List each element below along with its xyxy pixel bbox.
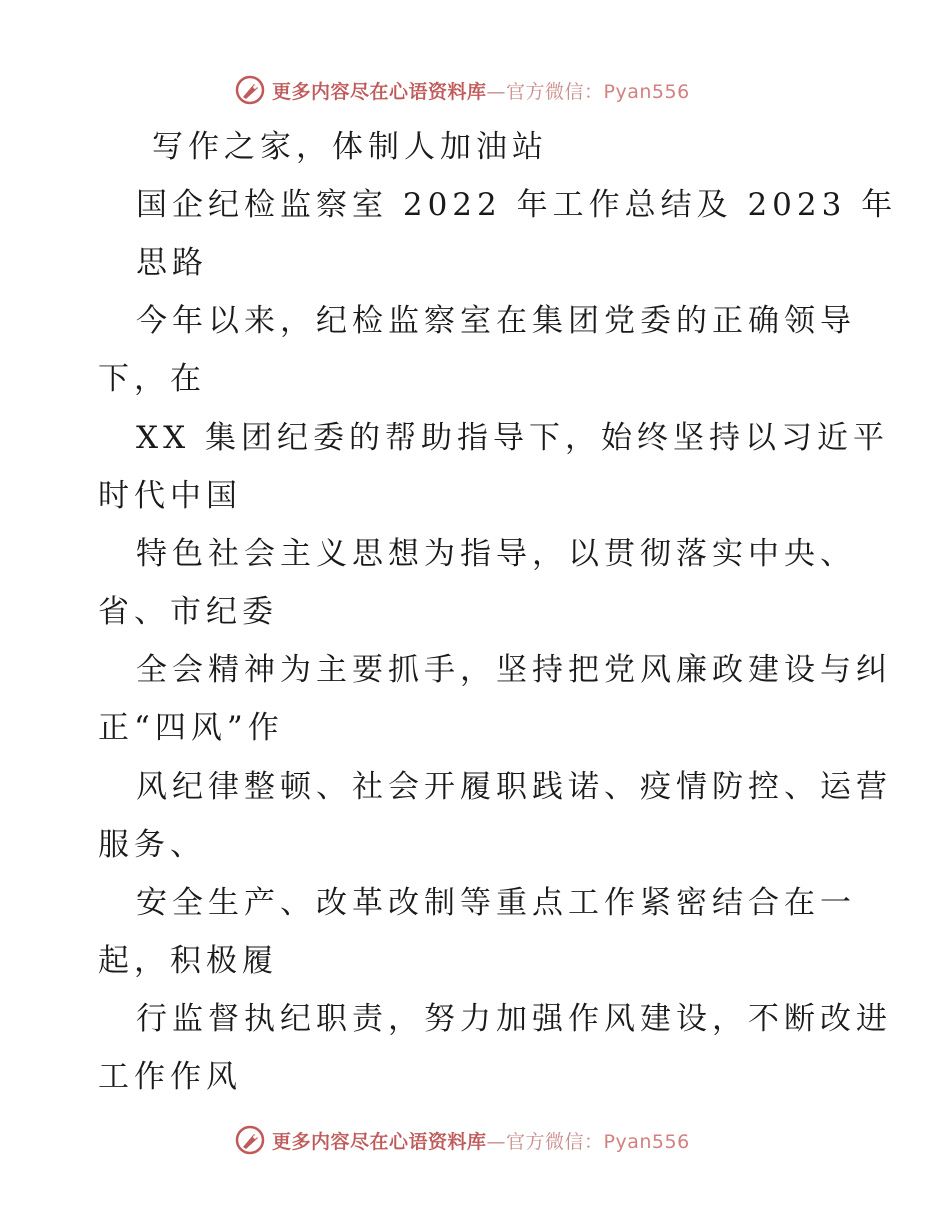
doc-title-line-2: 思路	[136, 245, 208, 281]
watermark-text: 更多内容尽在心语资料库—官方微信：Pyan556	[272, 80, 690, 103]
body-line-17: 工作作风	[98, 1059, 242, 1095]
pen-nib-logo-icon	[234, 1124, 266, 1156]
body-line-10: 全会精神为主要抓手，坚持把党风廉政建设与纠	[136, 652, 892, 688]
body-line-16: 行监督执纪职责，努力加强作风建设，不断改进	[136, 1001, 892, 1037]
body-line-6: XX 集团纪委的帮助指导下，始终坚持以习近平	[136, 420, 889, 456]
body-line-8: 特色社会主义思想为指导，以贯彻落实中央、	[136, 536, 856, 572]
body-line-14: 安全生产、改革改制等重点工作紧密结合在一	[136, 885, 856, 921]
body-line-1: 写作之家，体制人加油站	[152, 129, 548, 165]
body-line-11: 正“四风”作	[98, 710, 284, 746]
body-line-13: 服务、	[98, 827, 206, 863]
body-line-12: 风纪律整顿、社会开履职践诺、疫情防控、运营	[136, 769, 892, 805]
doc-title-line-1: 国企纪检监察室 2022 年工作总结及 2023 年	[136, 187, 898, 223]
body-line-15: 起，积极履	[98, 943, 278, 979]
footer-watermark	[234, 1123, 690, 1157]
body-line-4: 今年以来，纪检监察室在集团党委的正确领导	[136, 303, 856, 339]
pen-nib-logo-icon	[234, 74, 266, 106]
watermark-text: 更多内容尽在心语资料库—官方微信：Pyan556	[272, 1130, 690, 1153]
body-line-9: 省、市纪委	[98, 594, 278, 630]
body-line-5: 下，在	[98, 361, 206, 397]
body-line-7: 时代中国	[98, 478, 242, 514]
header-watermark	[234, 73, 690, 107]
